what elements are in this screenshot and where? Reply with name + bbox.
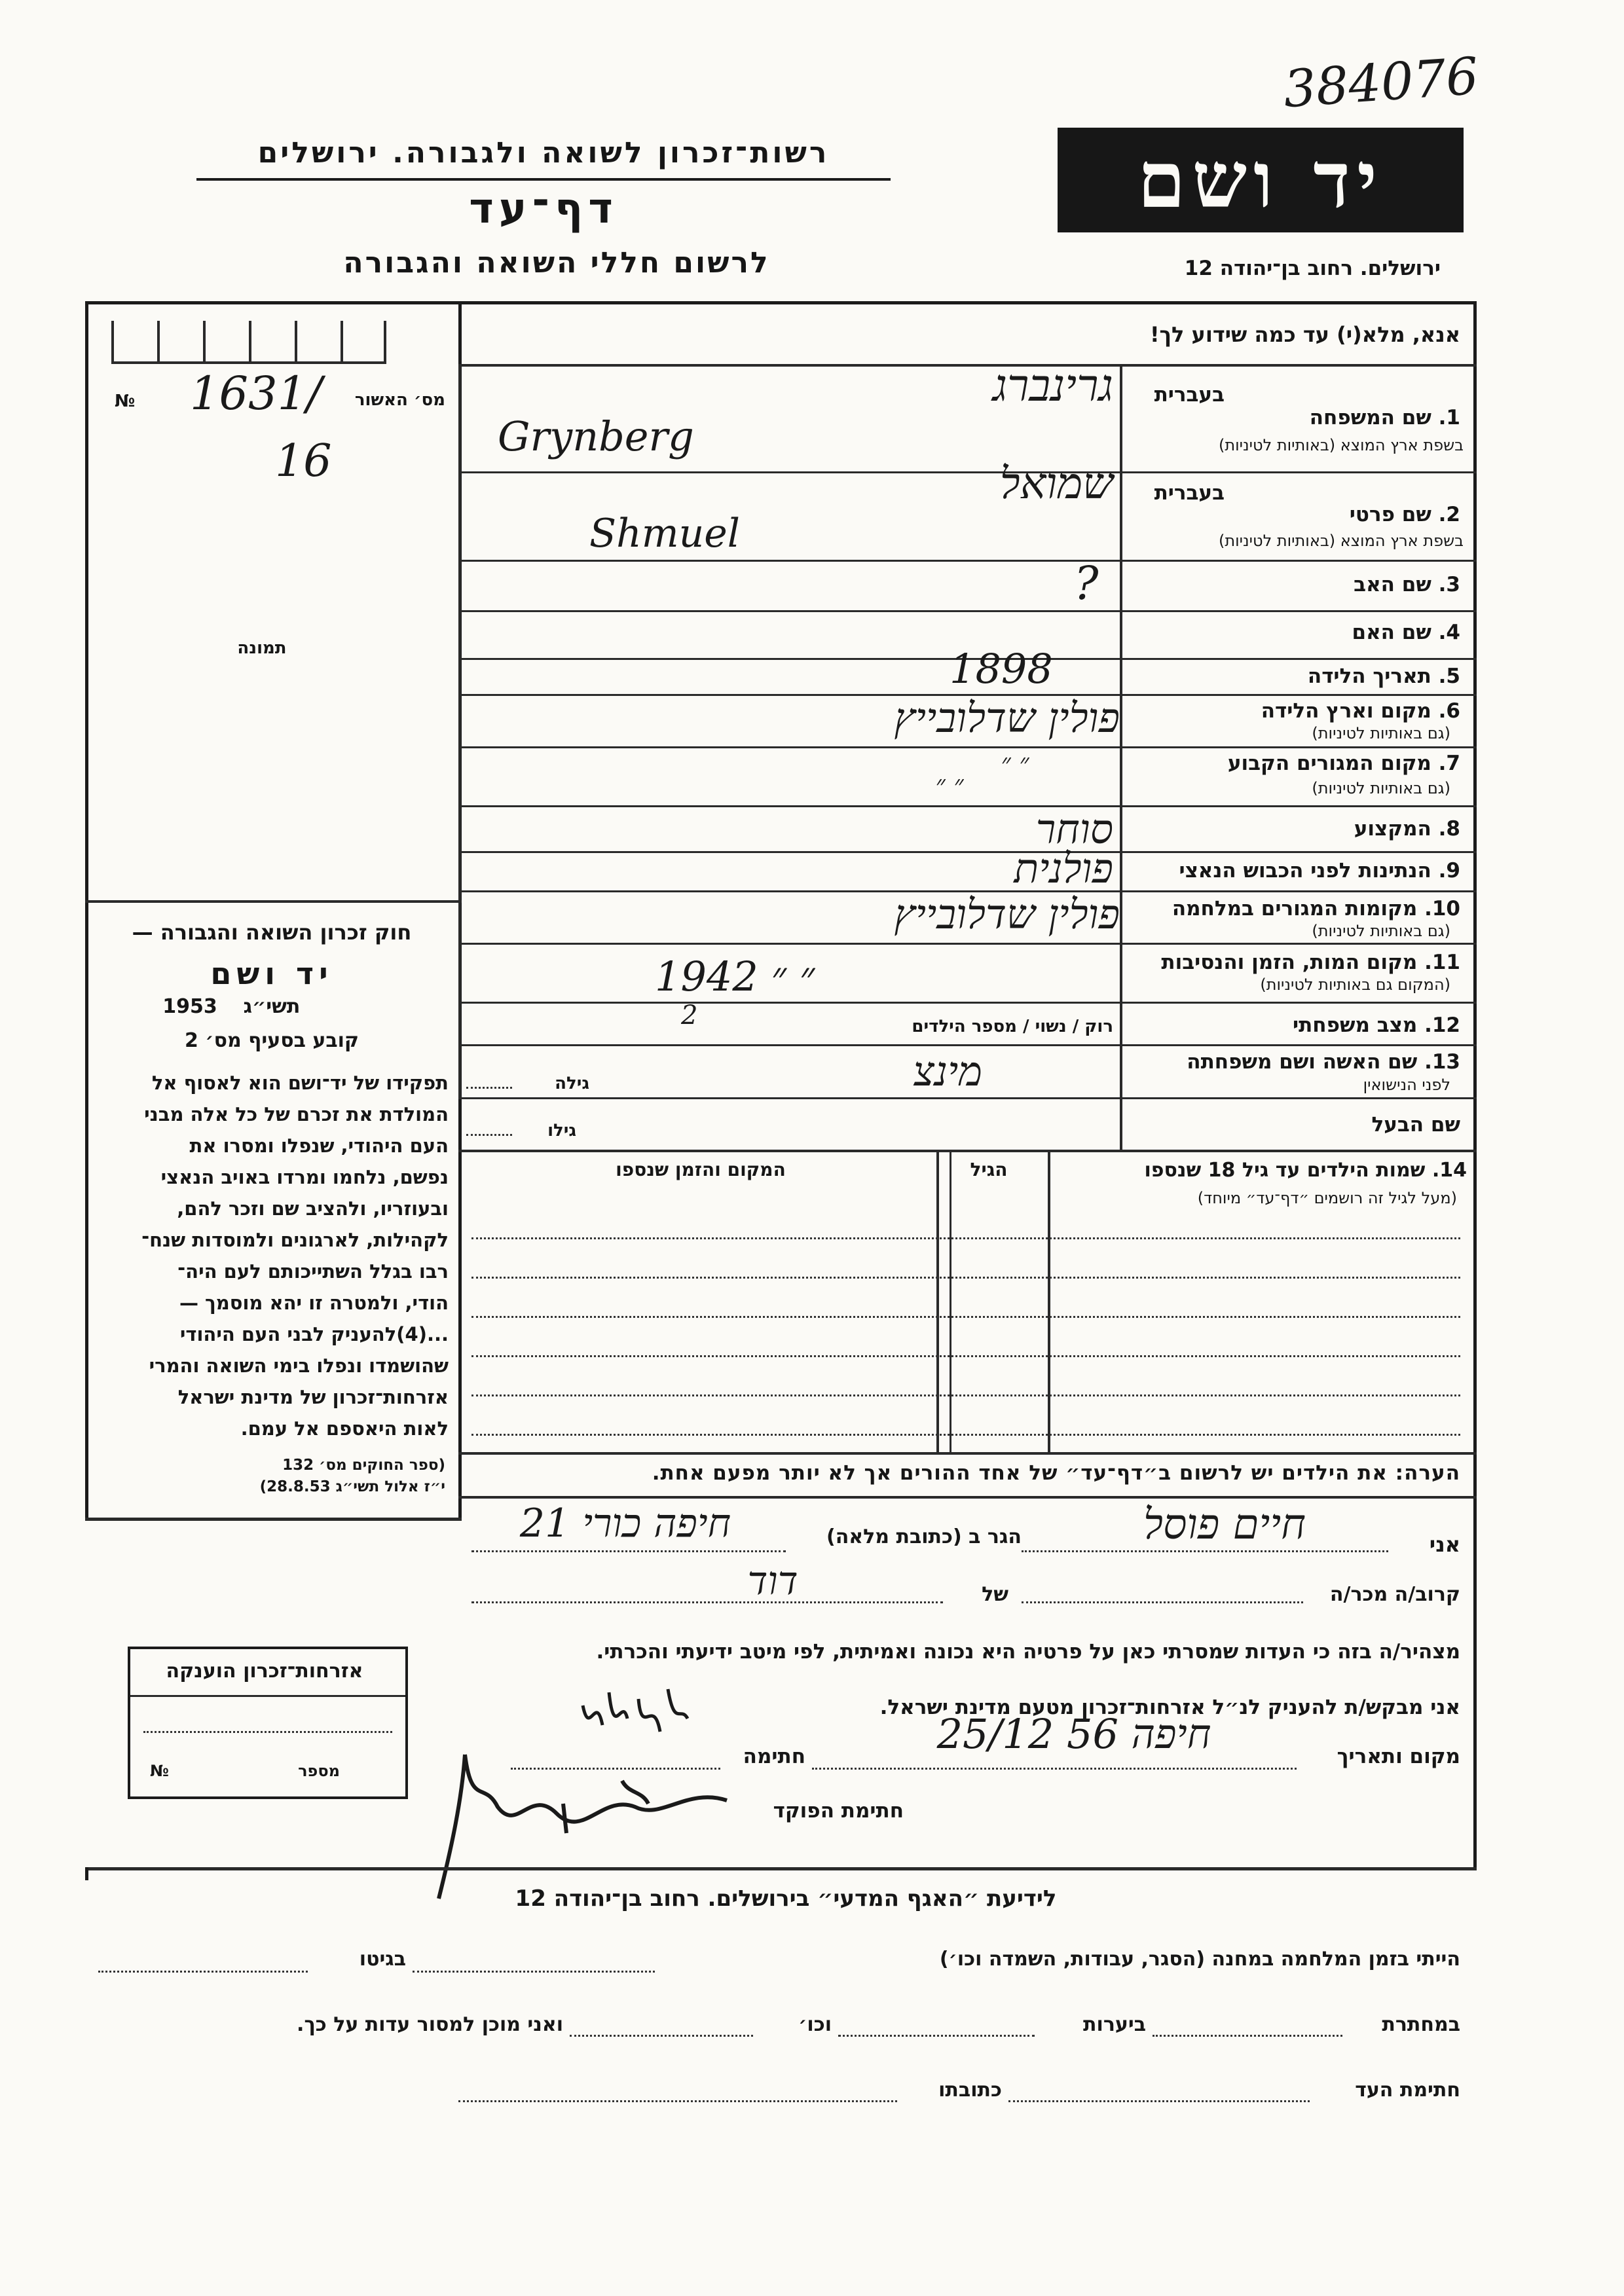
field-10-sub: (גם באותיות לטיניות) [1312, 922, 1450, 940]
law-text [92, 1067, 449, 1444]
law-line: ...(4)להעניק לבני העם היהודי [179, 1323, 449, 1345]
field-12-label: 12. מצב משפחתי [1292, 1013, 1460, 1037]
field-4-label: 4. שם האם [1352, 621, 1460, 644]
children-col-divider-3 [950, 1150, 951, 1454]
field-10-label: 10. מקומות המגורים במלחמה [1172, 897, 1460, 920]
approval-label: מס׳ האשור [354, 390, 445, 410]
bottom-frame-left [85, 1867, 88, 1880]
photo-label: תמונה [237, 638, 287, 658]
field-7-value: ״ ״ [935, 770, 964, 800]
row-rule [458, 1044, 1477, 1046]
declaration-of-label: של [982, 1583, 1008, 1606]
law-source-1: (ספר החוקים מס׳ 132 [282, 1457, 445, 1474]
children-row [471, 1237, 1460, 1239]
field-11-label: 11. מקום המות, הזמן והנסיבות [1161, 951, 1460, 974]
frame-top [85, 301, 1477, 304]
bottom-line-1: הייתי בזמן המלחמה במחנה (הסגר, עבודות, השמדה וכו׳) [939, 1948, 1460, 1971]
citizenship-number-mark: № [150, 1762, 169, 1780]
children-top-rule [458, 1150, 1477, 1152]
witness-signature [576, 1679, 694, 1751]
children-row [471, 1277, 1460, 1279]
field-2-hebrew-tag: בעברית [1154, 481, 1225, 505]
law-line: הודי, ולמטרה זו יהא מוסמך — [179, 1292, 449, 1314]
law-clause: קובע בסעיף מס׳ 2 [184, 1029, 360, 1052]
approval-sub-number: 16 [275, 435, 332, 487]
authority-name: רשות־זכרון לשואה ולגבורה. ירושלים [257, 136, 830, 170]
bottom-ghetto-blank [98, 1971, 308, 1973]
row-rule [458, 943, 1477, 945]
children-row [471, 1316, 1460, 1318]
field-6-label: 6. מקום וארץ הלידה [1261, 699, 1460, 723]
bottom-address: כתובתו [938, 2079, 1002, 2102]
declaration-request: אני מבקש/ת להעניק לנ״ל אזרחות־זכרון מטעם מדינת ישראל. [879, 1696, 1460, 1719]
citizenship-rule-1 [130, 1695, 405, 1697]
law-line: נפשם, נלחמו ומרדו באויב הנאצי [160, 1166, 449, 1188]
signature-label: חתימה [743, 1745, 805, 1768]
wife-age-label: גילה [555, 1074, 589, 1093]
field-5-value: 1898 [950, 645, 1053, 693]
field-2-value-hebrew: שמואל [999, 458, 1113, 509]
field-3-value: ? [1074, 556, 1099, 610]
bottom-witness-sig-blank [1008, 2100, 1310, 2102]
bottom-ready: ואני מוכן למסור עדות על כך. [297, 2013, 563, 2036]
field-7-label: 7. מקום המגורים הקבוע [1227, 752, 1460, 775]
marital-options: רוק / נשוי / מספר הילדים [912, 1017, 1113, 1036]
law-line: שהושמדו ונפלו בימי השואה והמרי [149, 1355, 449, 1377]
field-1-label: 1. שם המשפחה [1309, 406, 1460, 429]
law-line: ובעוזריו, ולהציב שם וזכר להם, [177, 1197, 449, 1220]
children-col-divider-1 [1048, 1150, 1050, 1454]
field-6-value: פולין שדלובייץ [894, 694, 1120, 742]
bottom-forests-blank [838, 2035, 1035, 2037]
law-line: העם היהודי, שנפלו ומסרו את [189, 1135, 449, 1157]
bottom-underground-blank [1153, 2035, 1342, 2037]
frame-bottom [85, 1867, 1477, 1870]
field-10-value: פולין שדלובייץ [894, 890, 1120, 938]
children-col-divider-2 [936, 1150, 939, 1454]
approval-ticks [111, 321, 386, 367]
field-1-value-latin: Grynberg [498, 412, 694, 460]
law-name: יד ושם [210, 956, 333, 991]
labels-divider [1120, 364, 1122, 1150]
citizenship-box [128, 1647, 408, 1799]
children-bottom-rule [458, 1452, 1477, 1455]
field-11-value: 1942 ״ ״ [655, 953, 815, 1000]
field-11-sub: (המקום גם באותיות לטיניות) [1260, 975, 1450, 994]
children-title: 14. שמות הילדים עד גיל 18 שנספו [1144, 1159, 1467, 1182]
husband-age-line [466, 1134, 512, 1136]
children-col-age: הגיל [970, 1159, 1008, 1180]
children-row [471, 1394, 1460, 1396]
declaration-relation: דוד [747, 1558, 798, 1604]
intro-text: אנא, מלא(י) עד כמה שידוע לך! [1149, 322, 1460, 347]
bottom-title: לידיעת ״האגף המדעי״ בירושלים. רחוב בן־יהודה 12 [515, 1886, 1057, 1912]
law-line: המולדת את זכרם של כל אלה מבני [144, 1103, 449, 1125]
law-line: תפקידו של יד־ושם הוא לאסוף אל [151, 1072, 449, 1094]
law-line: לאות היאספם אל עמם. [240, 1417, 449, 1440]
field-2-value-latin: Shmuel [589, 511, 740, 556]
address-line [471, 1550, 786, 1552]
remark: הערה: את הילדים יש לרשום ב״דף־עד״ של אחד ההורים אך לא יותר מפעם אחת. [652, 1461, 1460, 1485]
values-left-edge [458, 364, 461, 1097]
citizenship-title: אזרחות־זכרון הוענקה [166, 1660, 363, 1683]
bottom-underground: במחתרת [1382, 2013, 1460, 2036]
relative-line [1022, 1601, 1303, 1603]
husband-age-label: גילו [547, 1121, 576, 1140]
bottom-line-1-blank [413, 1971, 655, 1973]
archive-number: 384076 [1282, 46, 1481, 120]
citizenship-line-1 [143, 1731, 392, 1733]
witness-name-line [1022, 1550, 1388, 1552]
field-7-sub: (גם באותיות לטיניות) [1312, 779, 1450, 797]
field-13-label: 13. שם האשה ושם משפחתה [1187, 1050, 1460, 1074]
row-rule [458, 610, 1477, 612]
field-6-sub: (גם באותיות לטיניות) [1312, 724, 1450, 742]
row-rule [458, 560, 1477, 562]
law-source-2: י״ז אלול תשי״ג 28.8.53) [259, 1478, 445, 1495]
citizenship-number-label: מספר [298, 1762, 340, 1780]
children-row [471, 1355, 1460, 1357]
marital-children-count: 2 [681, 1000, 698, 1030]
declaration-lives-at: הגר ב (כתובת מלאה) [826, 1525, 1022, 1548]
declaration-relative-label: קרוב/ה מכר/ה [1329, 1583, 1460, 1606]
children-col-place: המקום והזמן שנספו [616, 1159, 786, 1180]
frame-left-bottom [85, 1518, 462, 1521]
husband-label: שם הבעל [1371, 1113, 1460, 1137]
wife-age-line [466, 1087, 512, 1089]
children-note: (מעל לגיל זה רושמים ״דף־עד״ מיוחד) [1197, 1189, 1457, 1207]
bottom-etc: וכו׳ [798, 2013, 832, 2036]
field-1-hebrew-tag: בעברית [1154, 383, 1225, 407]
field-8-label: 8. המקצוע [1354, 817, 1460, 841]
bottom-ghetto: בגיטו [359, 1948, 406, 1971]
form-title: דף־עד [469, 185, 618, 233]
field-13-sub: לפני הנישואין [1363, 1076, 1450, 1094]
place-date-value: חיפה 56 25/12 [936, 1710, 1211, 1758]
bottom-etc-blank [570, 2035, 753, 2037]
declaration-statement: מצהיר/ה בזה כי העדות שמסרתי כאן על פרטיה היא נכונה ואמיתית, לפי מיטב ידיעתי והכרתי. [596, 1640, 1460, 1664]
law-title: חוק זכרון השואה והגבורה — [132, 920, 412, 945]
field-13-value: מינצ [913, 1048, 982, 1095]
field-2-sub: בשפת ארץ המוצא (באותיות לטיניות) [1219, 532, 1464, 550]
place-date-line [812, 1768, 1297, 1770]
declaration-i-label: אני [1429, 1532, 1460, 1557]
bottom-address-blank [458, 2100, 897, 2102]
place-date-label: מקום ותאריך [1337, 1745, 1460, 1768]
frame-right [1473, 301, 1477, 1869]
law-year-hebrew: תשי״ג [243, 995, 301, 1018]
field-1-sub: בשפת ארץ המוצא (באותיות לטיניות) [1219, 436, 1464, 454]
field-1-value-hebrew: גרינברג [992, 360, 1113, 412]
row-rule [458, 1002, 1477, 1004]
field-2-label: 2. שם פרטי [1349, 503, 1460, 526]
remark-rule [458, 1496, 1477, 1499]
law-line: לקהילות, לארגונים ולמוסדות שנח־ [141, 1229, 449, 1251]
approval-number: 1631/ [190, 367, 322, 420]
yad-vashem-logo: יד ושם [1058, 128, 1464, 232]
photo-area-bottom [85, 900, 462, 903]
field-6-value-ditto: ״ ״ [1001, 748, 1029, 778]
authority-underline [196, 178, 891, 181]
approval-number-mark: № [115, 392, 136, 411]
law-year: 1953 [162, 995, 217, 1018]
officer-label: חתימת הפוקד [773, 1799, 904, 1823]
law-line: רבו בגלל השתייכותם לעם היה־ [177, 1260, 449, 1283]
frame-left [85, 301, 88, 1519]
header-address: ירושלים. רחוב בן־יהודה 12 [1184, 257, 1441, 280]
field-9-label: 9. הנתינות לפני הכבוש הנאצי [1179, 859, 1460, 883]
field-9-value: פולנית [1014, 845, 1113, 892]
declaration-address: חיפה כורי 21 [519, 1501, 731, 1546]
form-subtitle: לרשום חללי השואה והגבורה [343, 246, 770, 280]
bottom-forests: ביערות [1083, 2013, 1146, 2036]
bottom-witness-sig: חתימת העד [1355, 2079, 1460, 2102]
row-rule [458, 1097, 1477, 1099]
field-3-label: 3. שם האב [1354, 573, 1460, 596]
children-row [471, 1434, 1460, 1436]
field-5-label: 5. תאריך הלידה [1307, 665, 1460, 688]
declaration-witness-name: חיים פוסל [1143, 1501, 1306, 1549]
field-8-value: סוחר [1035, 805, 1113, 853]
law-line: אזרחות־זכרון של מדינת ישראל [177, 1386, 449, 1408]
